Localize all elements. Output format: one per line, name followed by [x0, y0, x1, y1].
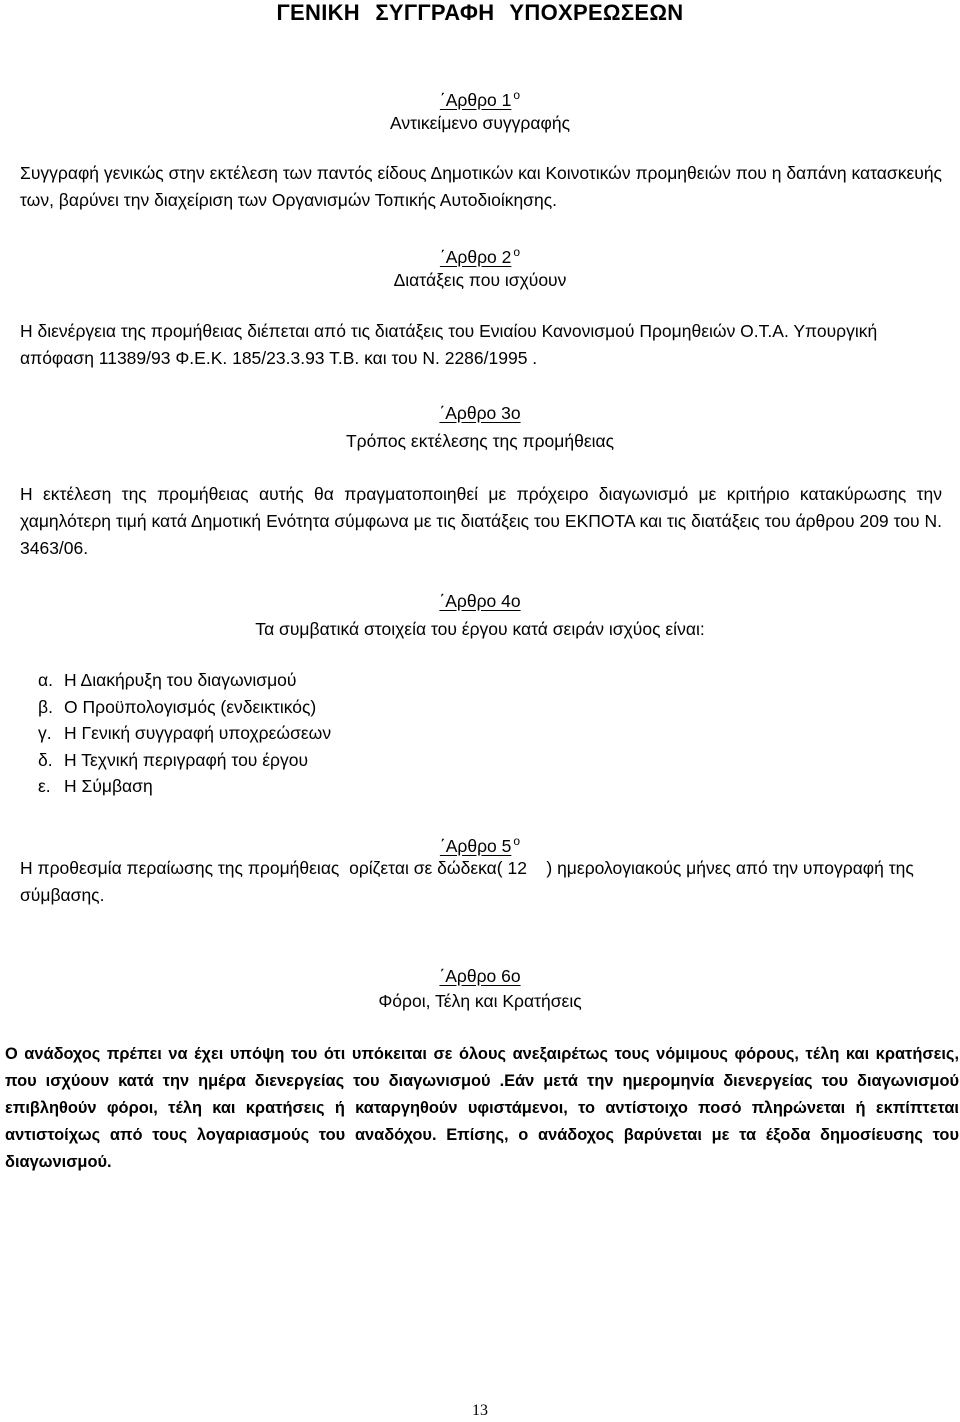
- contract-documents-list: [38, 667, 331, 800]
- page-number: 13: [472, 1402, 488, 1419]
- list-item: ε. Η Σύμβαση: [38, 776, 153, 796]
- list-item: δ. Η Τεχνική περιγραφή του έργου: [38, 749, 309, 770]
- article-6-body: Ο ανάδοχος πρέπει να έχει υπόψη του ότι υπόκειται σε όλους ανεξαιρέτως τους νόμιμους φόρους, τέλη και κρατήσεις, που ισχύουν κατά την ημέρα διενεργείας του διαγωνισμού .Εάν μετά την ημερομηνία διενεργείας του διαγωνισμού επιβληθούν φόροι, τέλη και κρατήσεις ή καταργηθούν υφιστάμενοι, το αντίστοιχο ποσό πληρώνεται ή εκπίπτεται αντιστοίχως από τους λογαριασμούς του αναδόχου. Επίσης, ο ανάδοχος βαρύνεται με τα έξοδα δημοσίευσης του διαγωνισμού.: [5, 1045, 959, 1171]
- article-4-subtitle: Τα συμβατικά στοιχεία του έργου κατά σειράν ισχύος είναι:: [255, 619, 705, 639]
- article-1-subtitle: Αντικείμενο συγγραφής: [389, 113, 571, 133]
- article-3-body: Η εκτέλεση της προμήθειας αυτής θα πραγματοποιηθεί με πρόχειρο διαγωνισμό με κριτήριο κατακύρωσης την χαμηλότερη τιμή κατά Δημοτική Ενότητα σύμφωνα με τις διατάξεις του ΕΚΠΟΤΑ και τις διατάξεις του άρθρου 209 του Ν. 3463/06.: [20, 484, 942, 558]
- article-6-subtitle: Φόροι, Τέλη και Κρατήσεις: [378, 991, 582, 1011]
- article-3-subtitle: Τρόπος εκτέλεσης της προμήθειας: [345, 431, 615, 451]
- article-4-heading: ΄Αρθρο 4ο: [439, 591, 521, 611]
- document-title: ΓΕΝΙΚΗ ΣΥΓΓΡΑΦΗ ΥΠΟΧΡΕΩΣΕΩΝ: [276, 0, 684, 25]
- article-6-heading: ΄Αρθρο 6ο: [439, 966, 521, 986]
- article-3-heading: ΄Αρθρο 3ο: [439, 403, 521, 423]
- article-1-heading: ΄Αρθρο 1 ο: [439, 88, 521, 110]
- article-2-body: Η διενέργεια της προμήθειας διέπεται από τις διατάξεις του Ενιαίου Κανονισμού Προμηθειών Ο.Τ.Α. Υπουργική απόφαση 11389/93 Φ.Ε.Κ. 185/23.3.93 Τ.Β. και του Ν. 2286/1995 .: [20, 321, 878, 368]
- article-2-subtitle: Διατάξεις που ισχύουν: [393, 270, 567, 290]
- article-2-heading: ΄Αρθρο 2 ο: [439, 245, 521, 267]
- list-item: α. Η Διακήρυξη του διαγωνισμού: [38, 670, 297, 690]
- article-5-body: Η προθεσμία περαίωσης της προμήθειας ορίζεται σε δώδεκα( 12 ) ημερολογιακούς μήνες από την υπογραφή της σύμβασης.: [20, 858, 919, 905]
- article-5-heading: ΄Αρθρο 5 ο: [439, 834, 521, 856]
- article-1-body: Συγγραφή γενικώς στην εκτέλεση των παντός είδους Δημοτικών και Κοινοτικών προμηθειών που η δαπάνη κατασκευής των, βαρύνει την διαχείριση των Οργανισμών Τοπικής Αυτοδιοίκησης.: [20, 163, 942, 210]
- list-item: β. Ο Προϋπολογισμός (ενδεικτικός): [38, 696, 317, 717]
- list-item: γ. Η Γενική συγγραφή υποχρεώσεων: [38, 723, 332, 743]
